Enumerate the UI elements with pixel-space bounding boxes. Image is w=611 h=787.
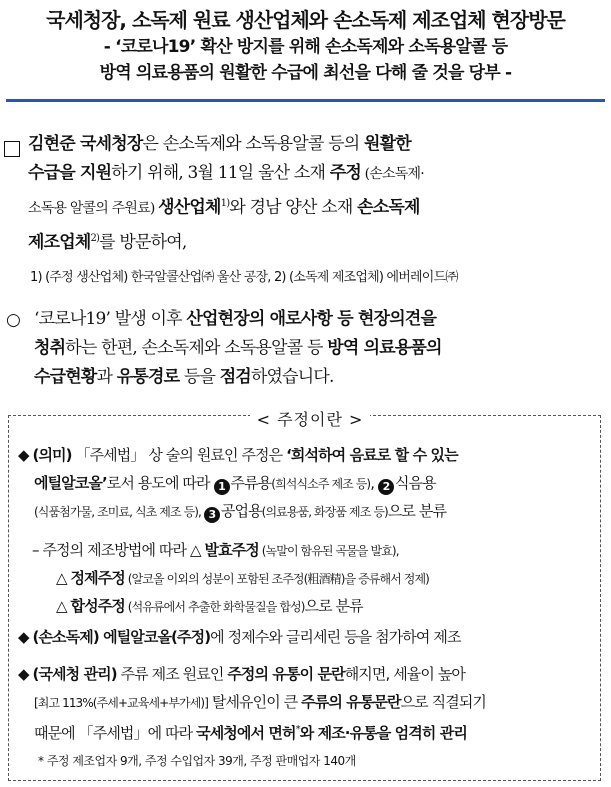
box-nts-line2 (34, 688, 486, 717)
footnote-ref: * (295, 724, 300, 735)
text-bold: 산업현장의 애로사항 등 현장의견을 (186, 309, 437, 329)
box-meaning-line2: 에틸알코올’로서 용도에 따라 1 주류용(희석식소주 제조 등), 2 식음용 (34, 474, 436, 493)
text: 주류용 (230, 474, 272, 492)
text: 공업용 (220, 502, 262, 520)
text: 등을 (179, 367, 220, 387)
text-small: [최고 113%(주세+교육세+부가세)] (34, 696, 208, 710)
text-bold: 주정 (329, 163, 361, 183)
text-bold: 와 제조·유통을 엄격히 관리 (299, 724, 467, 742)
text-bold: 수급을 지원 (28, 163, 112, 183)
box-meaning-line1 (18, 441, 458, 469)
text-small: (희석식소주 제조 등) (271, 477, 371, 491)
text-small: (의료용품, 화장품 제조 등) (261, 505, 388, 519)
subtitle-line-1: - ‘코로나19’ 확산 방지를 위해 손소독제와 소독용알콜 등 (103, 37, 508, 57)
number-3-icon: 3 (204, 507, 220, 523)
text: – 주정의 제조방법에 따라 △ (32, 541, 205, 559)
text: 으로 분류 (304, 597, 363, 615)
text-bold: 유통경로 (116, 367, 180, 387)
text-bold: ‘희석하여 음료로 할 수 있는 (286, 446, 458, 464)
text: 탈세유인이 큰 (207, 693, 302, 711)
text-bold: 수급현황 (34, 367, 97, 387)
number-2-icon: 2 (378, 479, 394, 495)
text: 해지면, 세율이 높아 (344, 665, 466, 683)
text-small: (식품첨가물, 조미료, 식초 제조 등), (34, 505, 204, 519)
text-bold: 제조업체 (28, 232, 91, 253)
text-bold: (손소독제) 에틸알코올(주정) (32, 628, 211, 646)
text-small: (녹말이 함유된 곡물을 발효), (258, 544, 399, 558)
text: 주류 제조 원료인 (116, 665, 228, 683)
text-small: 소독용 알콜의 주원료) (28, 200, 159, 217)
text-commissioner: 김현준 국세청장 (28, 134, 143, 154)
diamond-bullet-icon: ◆ (18, 665, 29, 683)
text: 과 (96, 367, 117, 387)
text-small: (석유류에서 추출한 화학물질을 합성) (124, 600, 305, 614)
text: 하기 위해, 3월 11일 울산 소재 (111, 163, 330, 183)
text-small: (알코올 이외의 성분이 포함된 조주정(粗酒精)을 증류해서 정제) (124, 572, 429, 586)
circle-bullet-icon: ○ (6, 310, 21, 330)
text-small: (손소독제· (360, 166, 424, 182)
text: 으로 직결되기 (400, 693, 487, 711)
box-nts-line3 (34, 716, 467, 747)
subtitle-line-2: 방역 의료용품의 원활한 수급에 최선을 다해 줄 것을 당부 - (99, 63, 512, 83)
square-bullet-icon (4, 141, 20, 157)
box-methods-line3 (56, 592, 363, 621)
paragraph-inspection (34, 305, 602, 392)
text-bold: 청취 (34, 338, 66, 358)
text-bold: 손소독제 (357, 197, 420, 218)
box-nts-line1 (18, 660, 465, 688)
text: 「주세법」 상 술의 원료인 주정은 (71, 446, 287, 464)
footnote-ref: 2) (90, 232, 100, 244)
text: 를 방문하여, (99, 232, 187, 253)
text-bold: (국세청 관리) (32, 665, 117, 683)
diamond-bullet-icon: ◆ (18, 628, 29, 646)
info-box-title: < 주정이란 > (250, 407, 370, 430)
number-1-icon: 1 (214, 479, 230, 495)
footnote-ref: 1) (220, 198, 230, 209)
text: 은 손소독제와 소독용알콜 등의 (142, 134, 364, 154)
text: 식음용 (394, 474, 436, 492)
text-bold: 점검 (219, 367, 251, 387)
text: 하는 한편, 손소독제와 소독용알콜 등 (65, 338, 328, 358)
para1-line1 (28, 130, 596, 159)
text: 로서 용도에 따라 (106, 474, 214, 492)
triangle-icon: △ (56, 597, 71, 615)
text: 와 경남 양산 소재 (229, 197, 358, 218)
para2-line2 (34, 334, 602, 363)
text-bold: 주정의 유통이 문란 (227, 665, 345, 683)
text-bold: 방역 의료용품의 (327, 338, 442, 358)
triangle-icon: △ (56, 569, 71, 587)
box-methods-line1 (32, 536, 399, 565)
box-sanitizer-line (18, 623, 461, 651)
text-bold: 원활한 (364, 134, 411, 154)
text-bold: 주류의 유통문란 (301, 693, 401, 711)
text: 에 정제수와 글리세린 등을 첨가하여 제조 (210, 628, 461, 646)
text: 때문에 「주세법」에 따라 (34, 724, 197, 742)
text: ‘코로나19’ 발생 이후 (34, 309, 187, 329)
para2-line1 (34, 305, 602, 334)
box-meaning-line3 (34, 497, 446, 526)
paragraph-visit (28, 130, 596, 257)
text-bold: (의미) (32, 446, 72, 464)
para1-line2 (28, 159, 596, 189)
para2-line3 (34, 363, 602, 392)
footnote: 1) (주정 생산업체) 한국알콜산업㈜ 울산 공장, 2) (소독제 제조업체) 에버레이드㈜ (30, 270, 458, 285)
box-note: * 주정 제조업자 9개, 주정 수입업자 39개, 주정 판매업자 140개 (38, 754, 356, 768)
text-bold: 정제주정 (70, 569, 125, 587)
text-bold: 국세청에서 면허 (196, 724, 296, 742)
page-title: 국세청장, 소독제 원료 생산업체와 손소독제 제조업체 현장방문 (46, 8, 565, 32)
text: 하였습니다. (250, 367, 334, 387)
text: 으로 분류 (387, 502, 447, 520)
diamond-bullet-icon: ◆ (18, 446, 29, 464)
para1-line4 (28, 224, 596, 258)
header-divider (6, 99, 605, 102)
box-methods-line2 (56, 564, 429, 593)
text-bold: 생산업체 (158, 197, 221, 218)
text-bold: 합성주정 (70, 597, 125, 615)
para1-line3 (28, 189, 596, 224)
text-bold: 에틸알코올’ (34, 474, 107, 492)
header (6, 2, 605, 86)
text-bold: 발효주정 (204, 541, 259, 559)
